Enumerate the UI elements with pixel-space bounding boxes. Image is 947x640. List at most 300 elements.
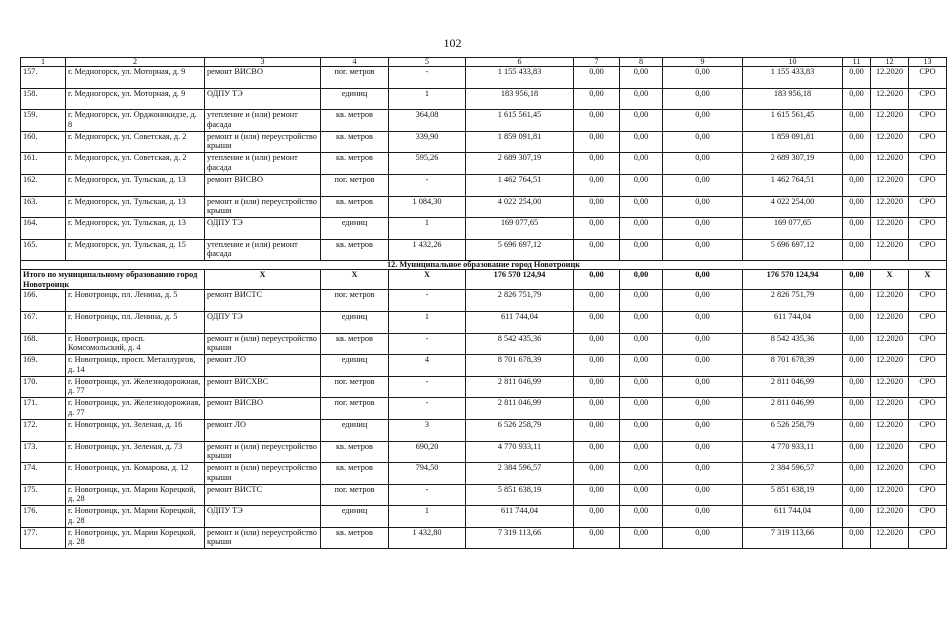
local-budget-cell: 0,00: [663, 153, 743, 175]
work-type-cell: ремонт и (или) переустройство крыши: [205, 441, 321, 463]
fund-cell: 0,00: [574, 527, 620, 549]
row-number: 175.: [21, 484, 66, 506]
quantity-cell: 4: [389, 355, 466, 377]
table-row: [21, 174, 947, 196]
table-row: [21, 333, 947, 355]
fund-cell: 0,00: [574, 398, 620, 420]
row-number: 176.: [21, 506, 66, 528]
work-type-cell: ОДПУ ТЭ: [205, 506, 321, 528]
term-cell: 12.2020: [871, 376, 909, 398]
address-cell: г. Новотроицк, ул. Марии Корецкой, д. 28: [66, 506, 205, 528]
total-c10: 176 570 124,94: [743, 270, 843, 290]
method-cell: СРО: [909, 463, 947, 485]
budget-cell: 0,00: [620, 311, 663, 333]
cost-cell: 611 744,04: [466, 311, 574, 333]
cost-cell: 4 022 254,00: [466, 196, 574, 218]
budget-cell: 0,00: [620, 527, 663, 549]
local-budget-cell: 0,00: [663, 355, 743, 377]
table-row: [21, 131, 947, 153]
work-type-cell: ОДПУ ТЭ: [205, 88, 321, 110]
budget-cell: 0,00: [620, 506, 663, 528]
fund-cell: 0,00: [574, 131, 620, 153]
unit-cell: кв. метров: [321, 463, 389, 485]
total-label: Итого по муниципальному образованию город Новотроицк: [21, 270, 205, 290]
row-number: 161.: [21, 153, 66, 175]
work-type-cell: ремонт ВИСВО: [205, 398, 321, 420]
method-cell: СРО: [909, 218, 947, 240]
owner-funds-cell: 6 526 258,79: [743, 419, 843, 441]
quantity-cell: 1: [389, 218, 466, 240]
total-c5: X: [389, 270, 466, 290]
quantity-cell: -: [389, 484, 466, 506]
table-row: [21, 527, 947, 549]
fund-cell: 0,00: [574, 174, 620, 196]
method-cell: СРО: [909, 88, 947, 110]
owner-funds-cell: 2 811 046,99: [743, 376, 843, 398]
cost-cell: 1 155 433,83: [466, 67, 574, 89]
quantity-cell: 1: [389, 506, 466, 528]
work-type-cell: ремонт и (или) переустройство крыши: [205, 463, 321, 485]
other-funds-cell: 0,00: [843, 333, 871, 355]
unit-cell: единиц: [321, 355, 389, 377]
fund-cell: 0,00: [574, 419, 620, 441]
quantity-cell: 339,90: [389, 131, 466, 153]
fund-cell: 0,00: [574, 67, 620, 89]
other-funds-cell: 0,00: [843, 463, 871, 485]
local-budget-cell: 0,00: [663, 196, 743, 218]
method-cell: СРО: [909, 527, 947, 549]
row-number: 168.: [21, 333, 66, 355]
address-cell: г. Медногорск, ул. Орджоникидзе, д. 8: [66, 110, 205, 132]
method-cell: СРО: [909, 484, 947, 506]
term-cell: 12.2020: [871, 333, 909, 355]
address-cell: г. Медногорск, ул. Тульская, д. 13: [66, 218, 205, 240]
unit-cell: кв. метров: [321, 333, 389, 355]
address-cell: г. Новотроицк, ул. Марии Корецкой, д. 28: [66, 484, 205, 506]
address-cell: г. Новотроицк, ул. Марии Корецкой, д. 28: [66, 527, 205, 549]
work-type-cell: ремонт ВИСТС: [205, 290, 321, 312]
budget-cell: 0,00: [620, 110, 663, 132]
term-cell: 12.2020: [871, 398, 909, 420]
unit-cell: кв. метров: [321, 110, 389, 132]
unit-cell: кв. метров: [321, 239, 389, 261]
row-number: 158.: [21, 88, 66, 110]
quantity-cell: -: [389, 67, 466, 89]
owner-funds-cell: 8 542 435,36: [743, 333, 843, 355]
address-cell: г. Медногорск, ул. Тульская, д. 13: [66, 174, 205, 196]
table-row: [21, 218, 947, 240]
table-row: [21, 355, 947, 377]
column-number: 13: [909, 58, 947, 67]
quantity-cell: 1 432,80: [389, 527, 466, 549]
method-cell: СРО: [909, 506, 947, 528]
row-number: 171.: [21, 398, 66, 420]
other-funds-cell: 0,00: [843, 218, 871, 240]
other-funds-cell: 0,00: [843, 290, 871, 312]
cost-cell: 6 526 258,79: [466, 419, 574, 441]
cost-cell: 8 701 678,39: [466, 355, 574, 377]
local-budget-cell: 0,00: [663, 174, 743, 196]
method-cell: СРО: [909, 239, 947, 261]
other-funds-cell: 0,00: [843, 398, 871, 420]
owner-funds-cell: 1 859 091,81: [743, 131, 843, 153]
term-cell: 12.2020: [871, 239, 909, 261]
row-number: 167.: [21, 311, 66, 333]
other-funds-cell: 0,00: [843, 484, 871, 506]
row-number: 170.: [21, 376, 66, 398]
other-funds-cell: 0,00: [843, 153, 871, 175]
unit-cell: кв. метров: [321, 153, 389, 175]
other-funds-cell: 0,00: [843, 110, 871, 132]
owner-funds-cell: 183 956,18: [743, 88, 843, 110]
quantity-cell: -: [389, 333, 466, 355]
other-funds-cell: 0,00: [843, 506, 871, 528]
term-cell: 12.2020: [871, 67, 909, 89]
unit-cell: пог. метров: [321, 398, 389, 420]
unit-cell: пог. метров: [321, 174, 389, 196]
term-cell: 12.2020: [871, 131, 909, 153]
unit-cell: пог. метров: [321, 484, 389, 506]
owner-funds-cell: 611 744,04: [743, 506, 843, 528]
budget-cell: 0,00: [620, 376, 663, 398]
budget-cell: 0,00: [620, 290, 663, 312]
local-budget-cell: 0,00: [663, 376, 743, 398]
column-number: 2: [66, 58, 205, 67]
unit-cell: пог. метров: [321, 290, 389, 312]
column-number: 9: [663, 58, 743, 67]
address-cell: г. Новотроицк, пл. Ленина, д. 5: [66, 290, 205, 312]
cost-cell: 169 077,65: [466, 218, 574, 240]
unit-cell: пог. метров: [321, 376, 389, 398]
term-cell: 12.2020: [871, 441, 909, 463]
method-cell: СРО: [909, 398, 947, 420]
quantity-cell: -: [389, 174, 466, 196]
term-cell: 12.2020: [871, 110, 909, 132]
table-row: [21, 67, 947, 89]
address-cell: г. Новотроицк, пл. Ленина, д. 5: [66, 311, 205, 333]
work-type-cell: ремонт и (или) переустройство крыши: [205, 131, 321, 153]
cost-cell: 1 615 561,45: [466, 110, 574, 132]
method-cell: СРО: [909, 333, 947, 355]
column-number: 12: [871, 58, 909, 67]
other-funds-cell: 0,00: [843, 311, 871, 333]
fund-cell: 0,00: [574, 441, 620, 463]
local-budget-cell: 0,00: [663, 441, 743, 463]
cost-cell: 183 956,18: [466, 88, 574, 110]
address-cell: г. Медногорск, ул. Тульская, д. 15: [66, 239, 205, 261]
table-row: [21, 441, 947, 463]
quantity-cell: 690,20: [389, 441, 466, 463]
column-number: 10: [743, 58, 843, 67]
method-cell: СРО: [909, 196, 947, 218]
work-type-cell: ремонт и (или) переустройство крыши: [205, 196, 321, 218]
other-funds-cell: 0,00: [843, 527, 871, 549]
term-cell: 12.2020: [871, 355, 909, 377]
table-row: [21, 419, 947, 441]
unit-cell: кв. метров: [321, 527, 389, 549]
fund-cell: 0,00: [574, 355, 620, 377]
term-cell: 12.2020: [871, 527, 909, 549]
total-c7: 0,00: [574, 270, 620, 290]
row-number: 172.: [21, 419, 66, 441]
fund-cell: 0,00: [574, 290, 620, 312]
fund-cell: 0,00: [574, 311, 620, 333]
section-title: 12. Муниципальное образование город Новотроицк: [21, 261, 947, 270]
row-number: 159.: [21, 110, 66, 132]
work-type-cell: ремонт и (или) переустройство крыши: [205, 333, 321, 355]
address-cell: г. Медногорск, ул. Тульская, д. 13: [66, 196, 205, 218]
fund-cell: 0,00: [574, 484, 620, 506]
page-number: 102: [443, 36, 462, 50]
local-budget-cell: 0,00: [663, 290, 743, 312]
budget-cell: 0,00: [620, 484, 663, 506]
term-cell: 12.2020: [871, 153, 909, 175]
row-number: 174.: [21, 463, 66, 485]
column-number: 3: [205, 58, 321, 67]
local-budget-cell: 0,00: [663, 398, 743, 420]
work-type-cell: ремонт ВИСВО: [205, 67, 321, 89]
row-number: 169.: [21, 355, 66, 377]
cost-cell: 2 384 596,57: [466, 463, 574, 485]
term-cell: 12.2020: [871, 506, 909, 528]
unit-cell: кв. метров: [321, 131, 389, 153]
other-funds-cell: 0,00: [843, 174, 871, 196]
table-row: [21, 484, 947, 506]
cost-cell: 2 811 046,99: [466, 398, 574, 420]
owner-funds-cell: 8 701 678,39: [743, 355, 843, 377]
work-type-cell: ремонт ВИСТС: [205, 484, 321, 506]
address-cell: г. Новотроицк, ул. Зеленая, д. 73: [66, 441, 205, 463]
work-type-cell: ремонт ВИСХВС: [205, 376, 321, 398]
row-number: 166.: [21, 290, 66, 312]
table-row: [21, 290, 947, 312]
method-cell: СРО: [909, 355, 947, 377]
term-cell: 12.2020: [871, 196, 909, 218]
total-c4: X: [321, 270, 389, 290]
quantity-cell: 1: [389, 311, 466, 333]
work-type-cell: ремонт и (или) переустройство крыши: [205, 527, 321, 549]
budget-cell: 0,00: [620, 333, 663, 355]
owner-funds-cell: 169 077,65: [743, 218, 843, 240]
total-cost: 176 570 124,94: [466, 270, 574, 290]
local-budget-cell: 0,00: [663, 333, 743, 355]
term-cell: 12.2020: [871, 174, 909, 196]
column-number: 1: [21, 58, 66, 67]
cost-cell: 2 826 751,79: [466, 290, 574, 312]
budget-cell: 0,00: [620, 174, 663, 196]
fund-cell: 0,00: [574, 333, 620, 355]
table-row: [21, 88, 947, 110]
method-cell: СРО: [909, 67, 947, 89]
term-cell: 12.2020: [871, 463, 909, 485]
quantity-cell: 595,26: [389, 153, 466, 175]
method-cell: СРО: [909, 290, 947, 312]
owner-funds-cell: 4 022 254,00: [743, 196, 843, 218]
address-cell: г. Новотроицк, ул. Зеленая, д. 16: [66, 419, 205, 441]
table-row: [21, 239, 947, 261]
fund-cell: 0,00: [574, 463, 620, 485]
method-cell: СРО: [909, 311, 947, 333]
budget-cell: 0,00: [620, 355, 663, 377]
owner-funds-cell: 4 770 933,11: [743, 441, 843, 463]
term-cell: 12.2020: [871, 419, 909, 441]
quantity-cell: 1: [389, 88, 466, 110]
local-budget-cell: 0,00: [663, 484, 743, 506]
unit-cell: единиц: [321, 419, 389, 441]
method-cell: СРО: [909, 441, 947, 463]
owner-funds-cell: 5 851 638,19: [743, 484, 843, 506]
quantity-cell: 794,50: [389, 463, 466, 485]
method-cell: СРО: [909, 131, 947, 153]
cost-cell: 1 462 764,51: [466, 174, 574, 196]
term-cell: 12.2020: [871, 311, 909, 333]
table-row: [21, 463, 947, 485]
term-cell: 12.2020: [871, 88, 909, 110]
budget-cell: 0,00: [620, 88, 663, 110]
unit-cell: единиц: [321, 88, 389, 110]
total-c3: X: [205, 270, 321, 290]
local-budget-cell: 0,00: [663, 88, 743, 110]
fund-cell: 0,00: [574, 153, 620, 175]
budget-cell: 0,00: [620, 463, 663, 485]
fund-cell: 0,00: [574, 376, 620, 398]
table-row: [21, 398, 947, 420]
repair-program-table: [20, 57, 947, 549]
owner-funds-cell: 1 155 433,83: [743, 67, 843, 89]
cost-cell: 5 851 638,19: [466, 484, 574, 506]
address-cell: г. Медногорск, ул. Советская, д. 2: [66, 131, 205, 153]
owner-funds-cell: 611 744,04: [743, 311, 843, 333]
work-type-cell: ремонт ЛО: [205, 355, 321, 377]
fund-cell: 0,00: [574, 239, 620, 261]
local-budget-cell: 0,00: [663, 131, 743, 153]
fund-cell: 0,00: [574, 196, 620, 218]
total-c8: 0,00: [620, 270, 663, 290]
owner-funds-cell: 2 689 307,19: [743, 153, 843, 175]
local-budget-cell: 0,00: [663, 110, 743, 132]
quantity-cell: -: [389, 376, 466, 398]
address-cell: г. Медногорск, ул. Моторная, д. 9: [66, 67, 205, 89]
unit-cell: кв. метров: [321, 196, 389, 218]
total-row: [21, 270, 947, 290]
work-type-cell: утепление и (или) ремонт фасада: [205, 153, 321, 175]
local-budget-cell: 0,00: [663, 218, 743, 240]
quantity-cell: 1 432,26: [389, 239, 466, 261]
method-cell: СРО: [909, 419, 947, 441]
other-funds-cell: 0,00: [843, 196, 871, 218]
local-budget-cell: 0,00: [663, 506, 743, 528]
term-cell: 12.2020: [871, 218, 909, 240]
row-number: 162.: [21, 174, 66, 196]
method-cell: СРО: [909, 376, 947, 398]
work-type-cell: утепление и (или) ремонт фасада: [205, 239, 321, 261]
work-type-cell: ремонт ВИСВО: [205, 174, 321, 196]
address-cell: г. Медногорск, ул. Советская, д. 2: [66, 153, 205, 175]
work-type-cell: ОДПУ ТЭ: [205, 218, 321, 240]
owner-funds-cell: 1 462 764,51: [743, 174, 843, 196]
column-number: 4: [321, 58, 389, 67]
owner-funds-cell: 2 811 046,99: [743, 398, 843, 420]
row-number: 163.: [21, 196, 66, 218]
term-cell: 12.2020: [871, 484, 909, 506]
other-funds-cell: 0,00: [843, 239, 871, 261]
budget-cell: 0,00: [620, 196, 663, 218]
method-cell: СРО: [909, 174, 947, 196]
budget-cell: 0,00: [620, 239, 663, 261]
owner-funds-cell: 2 384 596,57: [743, 463, 843, 485]
table-row: [21, 153, 947, 175]
cost-cell: 2 689 307,19: [466, 153, 574, 175]
budget-cell: 0,00: [620, 67, 663, 89]
cost-cell: 5 696 697,12: [466, 239, 574, 261]
local-budget-cell: 0,00: [663, 419, 743, 441]
column-number: 7: [574, 58, 620, 67]
other-funds-cell: 0,00: [843, 88, 871, 110]
cost-cell: 2 811 046,99: [466, 376, 574, 398]
address-cell: г. Новотроицк, ул. Железнодорожная, д. 77: [66, 376, 205, 398]
local-budget-cell: 0,00: [663, 67, 743, 89]
owner-funds-cell: 7 319 113,66: [743, 527, 843, 549]
other-funds-cell: 0,00: [843, 441, 871, 463]
column-number-row: [21, 58, 947, 67]
table-row: [21, 311, 947, 333]
total-c13: X: [909, 270, 947, 290]
fund-cell: 0,00: [574, 110, 620, 132]
row-number: 164.: [21, 218, 66, 240]
other-funds-cell: 0,00: [843, 376, 871, 398]
cost-cell: 611 744,04: [466, 506, 574, 528]
owner-funds-cell: 2 826 751,79: [743, 290, 843, 312]
address-cell: г. Новотроицк, ул. Железнодорожная, д. 77: [66, 398, 205, 420]
section-header-row: [21, 261, 947, 270]
address-cell: г. Новотроицк, просп. Металлургов, д. 14: [66, 355, 205, 377]
quantity-cell: 3: [389, 419, 466, 441]
total-c9: 0,00: [663, 270, 743, 290]
row-number: 173.: [21, 441, 66, 463]
total-c12: X: [871, 270, 909, 290]
row-number: 157.: [21, 67, 66, 89]
fund-cell: 0,00: [574, 88, 620, 110]
work-type-cell: ОДПУ ТЭ: [205, 311, 321, 333]
total-c11: 0,00: [843, 270, 871, 290]
table-row: [21, 196, 947, 218]
budget-cell: 0,00: [620, 218, 663, 240]
cost-cell: 7 319 113,66: [466, 527, 574, 549]
fund-cell: 0,00: [574, 218, 620, 240]
cost-cell: 1 859 091,81: [466, 131, 574, 153]
other-funds-cell: 0,00: [843, 131, 871, 153]
address-cell: г. Новотроицк, ул. Комарова, д. 12: [66, 463, 205, 485]
local-budget-cell: 0,00: [663, 527, 743, 549]
unit-cell: единиц: [321, 218, 389, 240]
row-number: 160.: [21, 131, 66, 153]
owner-funds-cell: 1 615 561,45: [743, 110, 843, 132]
budget-cell: 0,00: [620, 441, 663, 463]
cost-cell: 8 542 435,36: [466, 333, 574, 355]
table-row: [21, 506, 947, 528]
local-budget-cell: 0,00: [663, 239, 743, 261]
budget-cell: 0,00: [620, 131, 663, 153]
unit-cell: единиц: [321, 311, 389, 333]
unit-cell: пог. метров: [321, 67, 389, 89]
budget-cell: 0,00: [620, 398, 663, 420]
local-budget-cell: 0,00: [663, 463, 743, 485]
other-funds-cell: 0,00: [843, 355, 871, 377]
column-number: 6: [466, 58, 574, 67]
work-type-cell: ремонт ЛО: [205, 419, 321, 441]
column-number: 5: [389, 58, 466, 67]
work-type-cell: утепление и (или) ремонт фасада: [205, 110, 321, 132]
